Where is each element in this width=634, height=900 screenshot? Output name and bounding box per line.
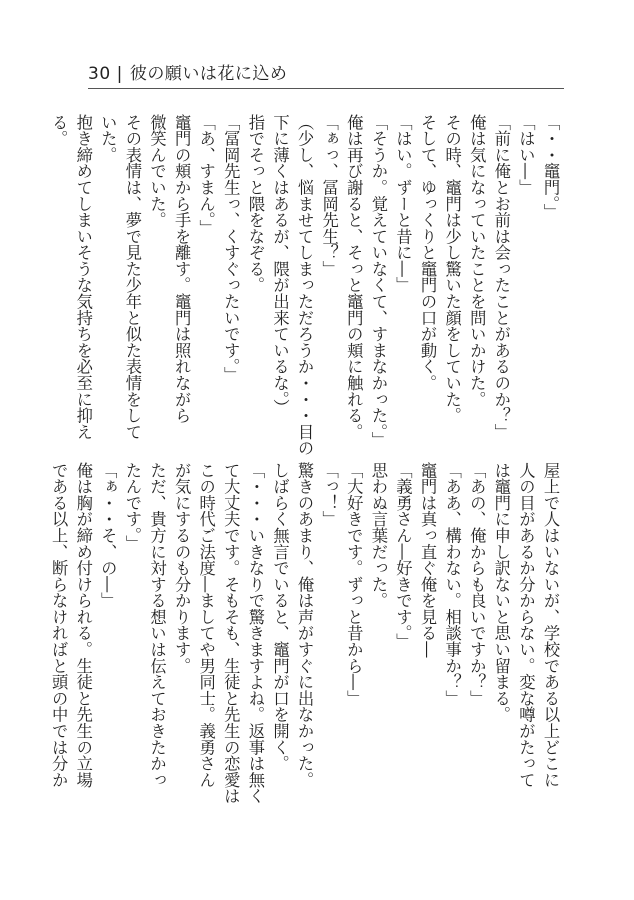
text-line: 「はい。ずーと昔に―」 [393, 114, 413, 294]
text-line: その時、竈門は少し驚いた顔をしていた。 [442, 114, 462, 424]
text-line: 「っ！」 [319, 462, 339, 528]
text-block-top [49, 114, 562, 457]
text-line: 俺は再び謝ると、そっと竈門の頬に触れる。 [344, 114, 364, 440]
page-header [88, 62, 564, 89]
text-line: 竈門は真っ直ぐ俺を見る― [418, 462, 438, 658]
text-line: 「ああ、構わない。相談事か？」 [442, 462, 462, 707]
text-line: 「・・竈門。」 [541, 114, 560, 220]
text-line: この時代ご法度―ましてや男同士。義勇さん [196, 462, 216, 788]
text-line: 思わぬ言葉だった。 [368, 462, 388, 609]
text-line: が気にするのも分かります。 [172, 462, 192, 674]
text-line: 屋上で人はいないが、学校である以上どこに [541, 462, 560, 788]
text-line: 竈門の頬から手を離す。竈門は照れながら [172, 114, 192, 424]
text-line: 「はい―」 [516, 114, 536, 196]
chapter-title: 彼の願いは花に込め [129, 64, 288, 84]
page-number: 30 [88, 64, 111, 84]
text-line: て大丈夫です。そもそも、生徒と先生の恋愛は [221, 462, 241, 805]
text-line: その表情は、夢で見た少年と似た表情をして [122, 114, 142, 440]
text-line: 抱き締めてしまいそうな気持ちを必至に抑え [73, 114, 93, 440]
text-line: （少し、悩ませてしまっただろうか・・・目の [295, 114, 315, 457]
text-line: 「・・・いきなりで驚きますよね。返事は無く [245, 462, 265, 805]
text-line: いた。 [98, 114, 118, 163]
text-line: 「冨岡先生っ、くすぐったいです。」 [221, 114, 241, 383]
text-line: 「大好きです。ずっと昔から―」 [344, 462, 364, 707]
text-line: 俺は気になっていたことを問いかけた。 [467, 114, 487, 408]
text-block-bottom [49, 462, 562, 805]
text-line: 「そうか。覚えていなくて、すまなかった。」 [368, 114, 388, 448]
text-line: 「あの、俺からも良いですか？」 [467, 462, 487, 707]
text-line: たんです。」 [122, 462, 142, 552]
text-line: 「ぁっ、冨岡先生？」 [319, 114, 339, 277]
text-line: 人の目があるか分からない。変な噂がたって [516, 462, 536, 788]
text-line: 「ぁ・・そ、の―」 [98, 462, 118, 609]
text-line: 「義勇さん―好きです。」 [393, 462, 413, 650]
text-line: そして、ゆっくりと竈門の口が動く。 [418, 114, 438, 391]
text-line: 「あ、すまん。」 [196, 114, 216, 237]
text-line: である以上、断らなければと頭の中では分か [49, 462, 69, 788]
text-line: 下に薄くはあるが、隈が出来ているな。） [270, 114, 290, 416]
text-line: ただ、貴方に対する想いは伝えておきたかっ [147, 462, 167, 788]
text-line: は竈門に申し訳ないと思い留まる。 [491, 462, 511, 723]
text-line: 微笑んでいた。 [147, 114, 167, 229]
text-line: 俺は胸が締め付けられる。生徒と先生の立場 [73, 462, 93, 788]
header-separator: | [116, 64, 123, 84]
text-line: 指でそっと隈をなぞる。 [245, 114, 265, 294]
text-line: しばらく無言でいると、竈門が口を開く。 [270, 462, 290, 772]
text-line: 驚きのあまり、俺は声がすぐに出なかった。 [295, 462, 315, 788]
text-line: る。 [49, 114, 69, 147]
text-line: 「前に俺とお前は会ったことがあるのか？」 [491, 114, 511, 440]
